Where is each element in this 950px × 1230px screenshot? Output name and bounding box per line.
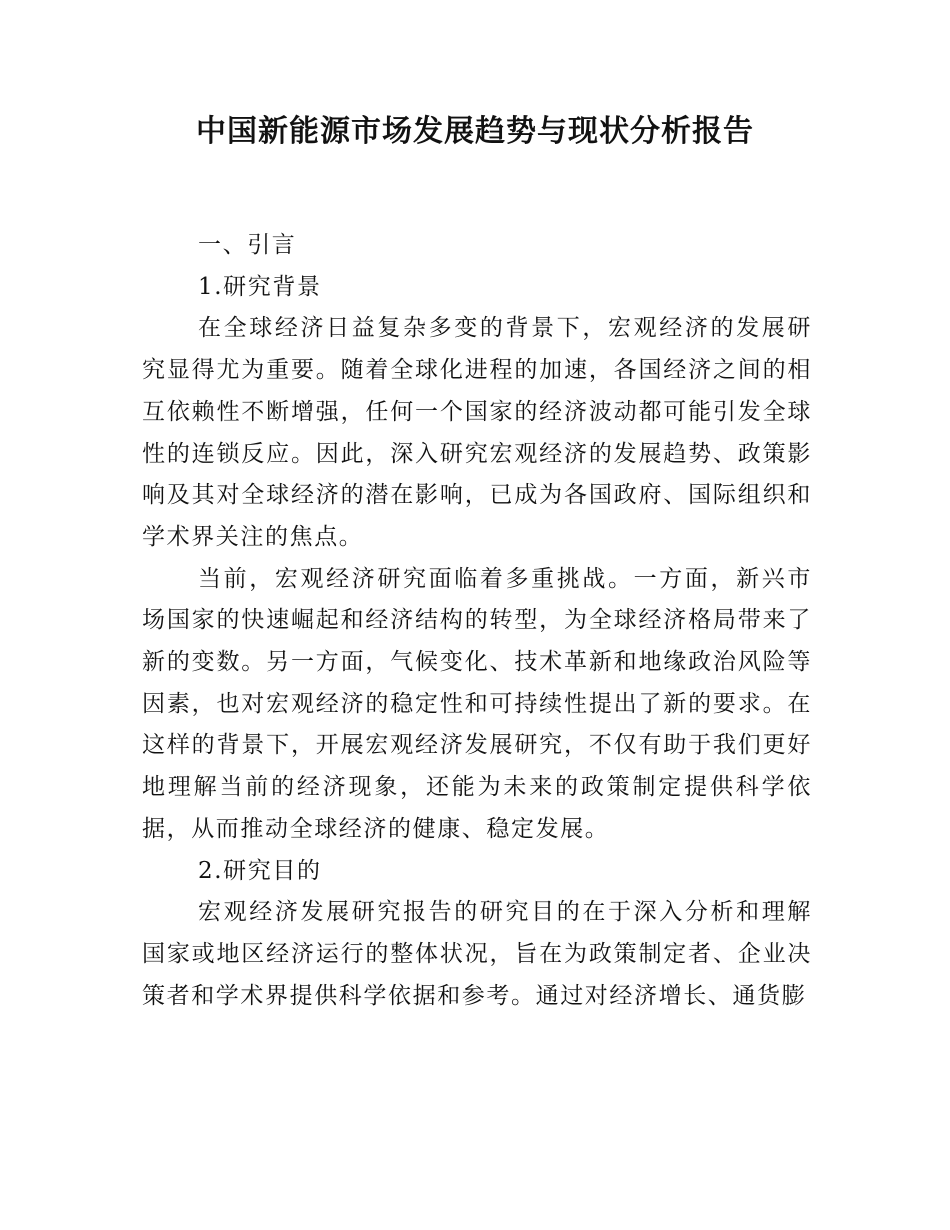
paragraph-background-2: 当前，宏观经济研究面临着多重挑战。一方面，新兴市场国家的快速崛起和经济结构的转型，为全球经济格局带来了新的变数。另一方面，气候变化、技术革新和地缘政治风险等因素，也对宏观经济的稳定性和可持续性提出了新的要求。在这样的背景下，开展宏观经济发展研究，不仅有助于我们更好地理解当前的经济现象，还能为未来的政策制定提供科学依据，从而推动全球经济的健康、稳定发展。 <box>142 565 812 842</box>
document-body <box>142 225 812 1017</box>
paragraph-purpose-1: 宏观经济发展研究报告的研究目的在于深入分析和理解国家或地区经济运行的整体状况，旨在为政策制定者、企业决策者和学术界提供科学依据和参考。通过对经济增长、通货膨 <box>142 899 812 1009</box>
paragraph-background-1: 在全球经济日益复杂多变的背景下，宏观经济的发展研究显得尤为重要。随着全球化进程的加速，各国经济之间的相互依赖性不断增强，任何一个国家的经济波动都可能引发全球性的连锁反应。因此，深入研究宏观经济的发展趋势、政策影响及其对全球经济的潜在影响，已成为各国政府、国际组织和学术界关注的焦点。 <box>142 315 812 550</box>
subsection-heading-research-purpose: 2.研究目的 <box>198 857 322 884</box>
section-heading-introduction: 一、引言 <box>198 232 297 258</box>
subsection-heading-research-background: 1.研究背景 <box>198 273 322 300</box>
document-title: 中国新能源市场发展趋势与现状分析报告 <box>196 114 754 149</box>
